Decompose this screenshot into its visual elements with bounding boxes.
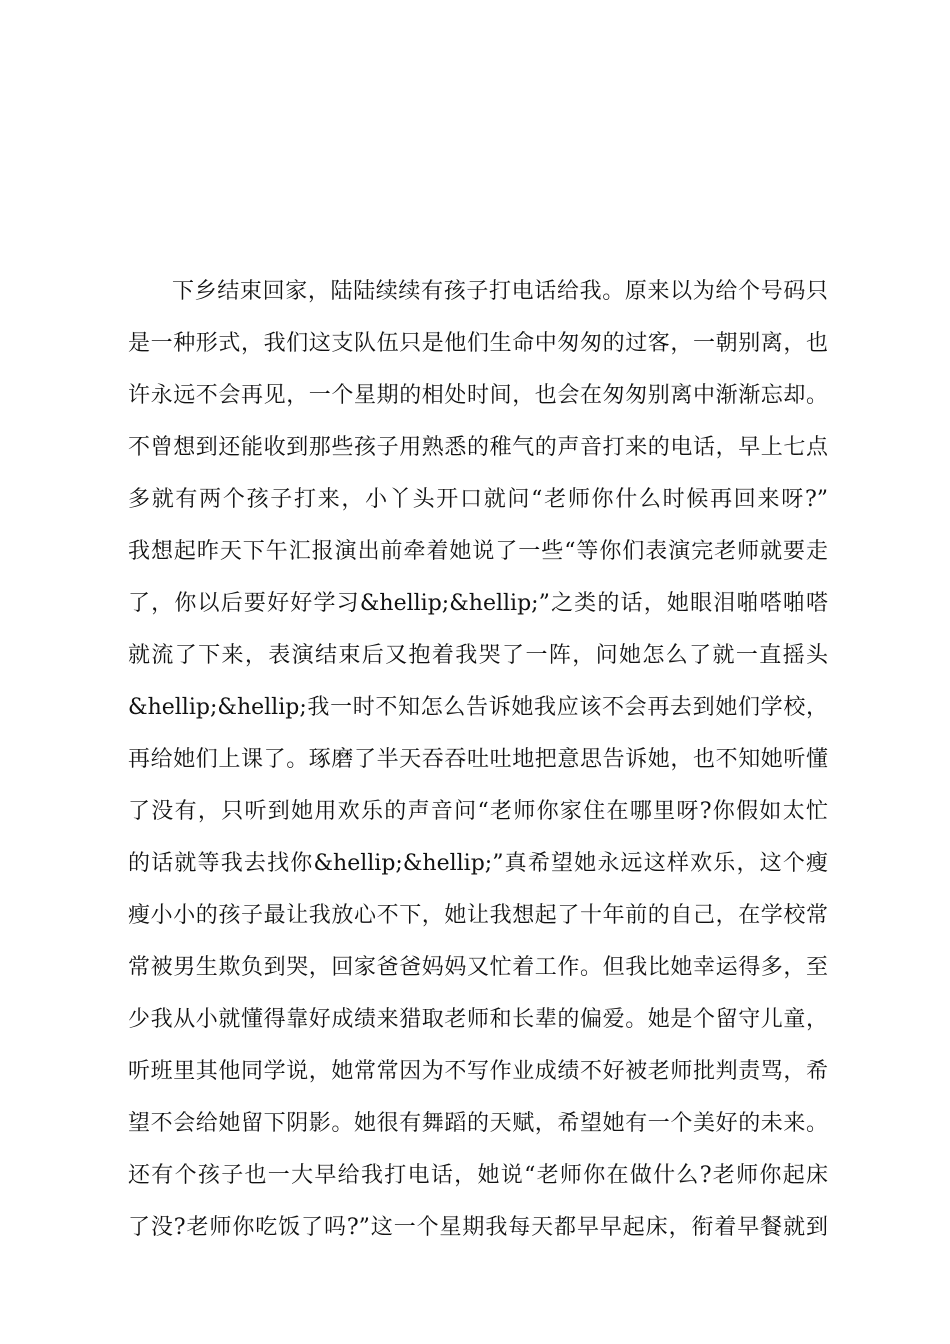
paragraph-line: 瘦小小的孩子最让我放心不下，她让我想起了十年前的自己，在学校常 [128, 903, 828, 928]
paragraph-line: 少我从小就懂得靠好成绩来猎取老师和长辈的偏爱。她是个留守儿童， [128, 1007, 828, 1032]
paragraph-line: 多就有两个孩子打来，小丫头开口就问“老师你什么时候再回来呀?” [128, 487, 828, 512]
paragraph-line: 不曾想到还能收到那些孩子用熟悉的稚气的声音打来的电话，早上七点 [128, 435, 828, 460]
paragraph-line: 是一种形式，我们这支队伍只是他们生命中匆匆的过客，一朝别离，也 [128, 331, 828, 356]
paragraph-line: 再给她们上课了。琢磨了半天吞吞吐吐地把意思告诉她，也不知她听懂 [128, 747, 828, 772]
paragraph-line: 的话就等我去找你&hellip;&hellip;”真希望她永远这样欢乐，这个瘦 [128, 851, 828, 876]
paragraph-line: 了没有，只听到她用欢乐的声音问“老师你家住在哪里呀?你假如太忙 [128, 799, 828, 824]
paragraph-line: 了没?老师你吃饭了吗?”这一个星期我每天都早早起床，衔着早餐就到 [128, 1215, 828, 1240]
paragraph-line: 就流了下来，表演结束后又抱着我哭了一阵，问她怎么了就一直摇头 [128, 643, 828, 668]
paragraph-line: 还有个孩子也一大早给我打电话，她说“老师你在做什么?老师你起床 [128, 1163, 828, 1188]
paragraph-line: 下乡结束回家，陆陆续续有孩子打电话给我。原来以为给个号码只 [172, 279, 828, 304]
paragraph-line: 我想起昨天下午汇报演出前牵着她说了一些“等你们表演完老师就要走 [128, 539, 828, 564]
paragraph-line: 了，你以后要好好学习&hellip;&hellip;”之类的话，她眼泪啪嗒啪嗒 [128, 591, 828, 616]
paragraph-line: 望不会给她留下阴影。她很有舞蹈的天赋，希望她有一个美好的未来。 [128, 1111, 828, 1136]
paragraph-line: 许永远不会再见，一个星期的相处时间，也会在匆匆别离中渐渐忘却。 [128, 383, 828, 408]
paragraph-line: &hellip;&hellip;我一时不知怎么告诉她我应该不会再去到她们学校， [128, 695, 828, 720]
paragraph-line: 常被男生欺负到哭，回家爸爸妈妈又忙着工作。但我比她幸运得多，至 [128, 955, 828, 980]
paragraph-line: 听班里其他同学说，她常常因为不写作业成绩不好被老师批判责骂，希 [128, 1059, 828, 1084]
document-body [128, 266, 828, 1254]
